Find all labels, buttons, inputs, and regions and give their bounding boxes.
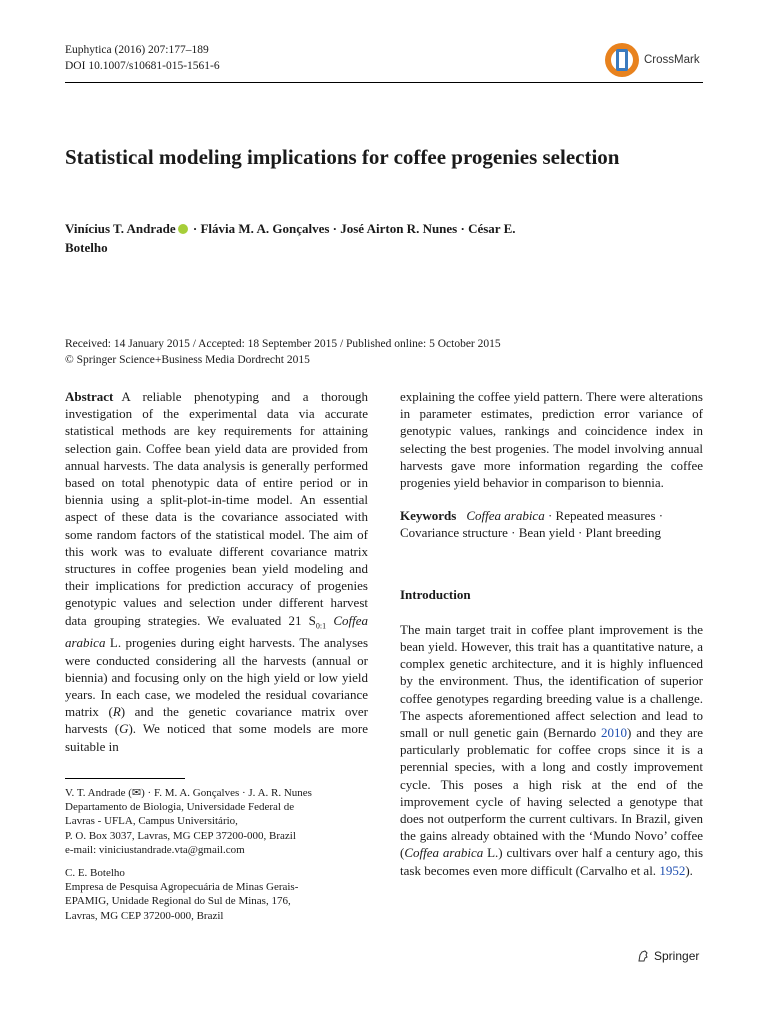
publisher-name: Springer — [654, 949, 700, 963]
intro-text: ). — [685, 862, 693, 878]
affiliation-line: Lavras - UFLA, Campus Universitário, — [65, 815, 238, 828]
journal-citation: Euphytica (2016) 207:177–189 — [65, 44, 209, 56]
author-names-rest: · Flávia M. A. Gonçalves · José Airton R. Nunes · César E. Botelho — [65, 221, 516, 255]
doi[interactable]: DOI 10.1007/s10681-015-1561-6 — [65, 60, 220, 72]
affiliation-authors: V. T. Andrade (✉) · F. M. A. Gonçalves · J. A. R. Nunes — [65, 787, 312, 799]
publication-dates — [65, 336, 705, 368]
abstract-text: ) and the genetic covariance matrix over harvests ( — [65, 704, 368, 737]
intro-text: The main target trait in coffee plant improvement is the bean yield. However, this trait has a quantitative nature, a complex genetic architecture, and it is highly influenced by the environment. Thus, the identification of superior coffee genotypes regarding breeding value is a challenge. The aspects aforementioned affect selection and lead to small or null genetic gain (Bernardo — [400, 621, 703, 741]
introduction-paragraph — [400, 621, 703, 879]
abstract-text: ). We noticed that some models are more suitable in — [65, 721, 368, 754]
abstract-paragraph — [65, 388, 368, 755]
copyright-line: © Springer Science+Business Media Dordrecht 2015 — [65, 354, 310, 366]
right-column — [400, 388, 703, 879]
keyword-species: Coffea arabica — [466, 508, 545, 524]
species-name: Coffea arabica — [404, 845, 484, 861]
affiliation-authors: C. E. Botelho — [65, 867, 125, 879]
matrix-symbol: G — [119, 721, 129, 737]
introduction-heading: Introduction — [400, 586, 471, 602]
matrix-symbol: R — [112, 704, 121, 720]
header-rule — [65, 82, 703, 83]
affiliation-line: EPAMIG, Unidade Regional do Sul de Minas, 176, — [65, 895, 291, 908]
affiliation-line: Empresa de Pesquisa Agropecuária de Minas Gerais- — [65, 881, 299, 894]
intro-text: L.) cultivars over half a century ago, this task becomes even more difficult (Carvalho et al. — [400, 845, 703, 878]
crossmark-badge[interactable] — [604, 42, 700, 78]
footnote-rule — [65, 778, 185, 779]
species-name: Coffea arabica — [65, 612, 369, 651]
keywords-heading: Keywords — [400, 508, 457, 524]
intro-text: ) and they are particularly problematic for coffee crops since it is a perennial species, with a long and costly improvement cycle. This poses a high risk at the end of the improvement cycle of having selected a genotype that does not outperform the current cultivars. In Brazil, given the gains already obtained with the ‘Mundo Novo’ coffee ( — [400, 725, 703, 861]
dates-line: Received: 14 January 2015 / Accepted: 18 September 2015 / Published online: 5 October 2015 — [65, 338, 501, 350]
citation-link[interactable]: 1952 — [659, 862, 686, 878]
springer-horse-icon — [636, 949, 650, 963]
affiliation-line: Departamento de Biologia, Universidade Federal de — [65, 801, 295, 814]
subscript: 0:1 — [315, 621, 327, 631]
email-link[interactable]: e-mail: viniciustandrade.vta@gmail.com — [65, 843, 245, 856]
abstract-continuation: explaining the coffee yield pattern. There were alterations in parameter estimates, prediction error variance of genotypic values, rankings and coincidence index in selecting the best progenies. The model involving annual harvests gave more information regarding the coffee progenies yield behavior in comparison to biennia. — [400, 389, 703, 491]
publisher-footer — [636, 949, 699, 963]
keyword-list: · Repeated measures · Covariance structure · Bean yield · Plant breeding — [400, 508, 664, 541]
abstract-heading: Abstract — [65, 389, 114, 404]
author-name: Vinícius T. Andrade — [65, 221, 176, 236]
crossmark-icon — [604, 42, 640, 78]
abstract-column — [65, 388, 368, 755]
keywords — [400, 507, 703, 541]
abstract-text: L. progenies during eight harvests. The analyses were conducted considering all the harvests (annual or biennia) and focusing only on the high yield or low yield years. In each case, we modeled the residual covariance matrix ( — [65, 635, 368, 720]
citation-link[interactable]: 2010 — [601, 725, 628, 741]
abstract-text: A reliable phenotyping and a thorough investigation of the experimental data via accurate statistical methods are key requirements for attaining selection gain. Coffee bean yield data are provided from annual harvests. The data analysis is generally performed based on total phenotypic data of entire period or in biennia using a split-plot-in-time model. An essential aspect of these data is the covariance associated with some random factors of the statistical model. The aim of this work was to evaluate different covariance matrix structures in coffee progenies bean yield modeling and their implications for prediction accuracy of progenies genotypic values and selection under different harvest data grouping strategies. We evaluated 21 S — [65, 389, 368, 628]
author-list — [65, 219, 535, 257]
affiliation-line: Lavras, MG CEP 37200-000, Brazil — [65, 909, 224, 922]
affiliation-line: P. O. Box 3037, Lavras, MG CEP 37200-000, Brazil — [65, 829, 296, 842]
affiliation-block-1 — [65, 786, 368, 857]
affiliation-block-2 — [65, 866, 368, 923]
journal-header — [65, 42, 220, 74]
paper-title: Statistical modeling implications for coffee progenies selection — [65, 145, 620, 169]
crossmark-label: CrossMark — [644, 54, 700, 66]
orcid-icon[interactable] — [178, 224, 188, 234]
